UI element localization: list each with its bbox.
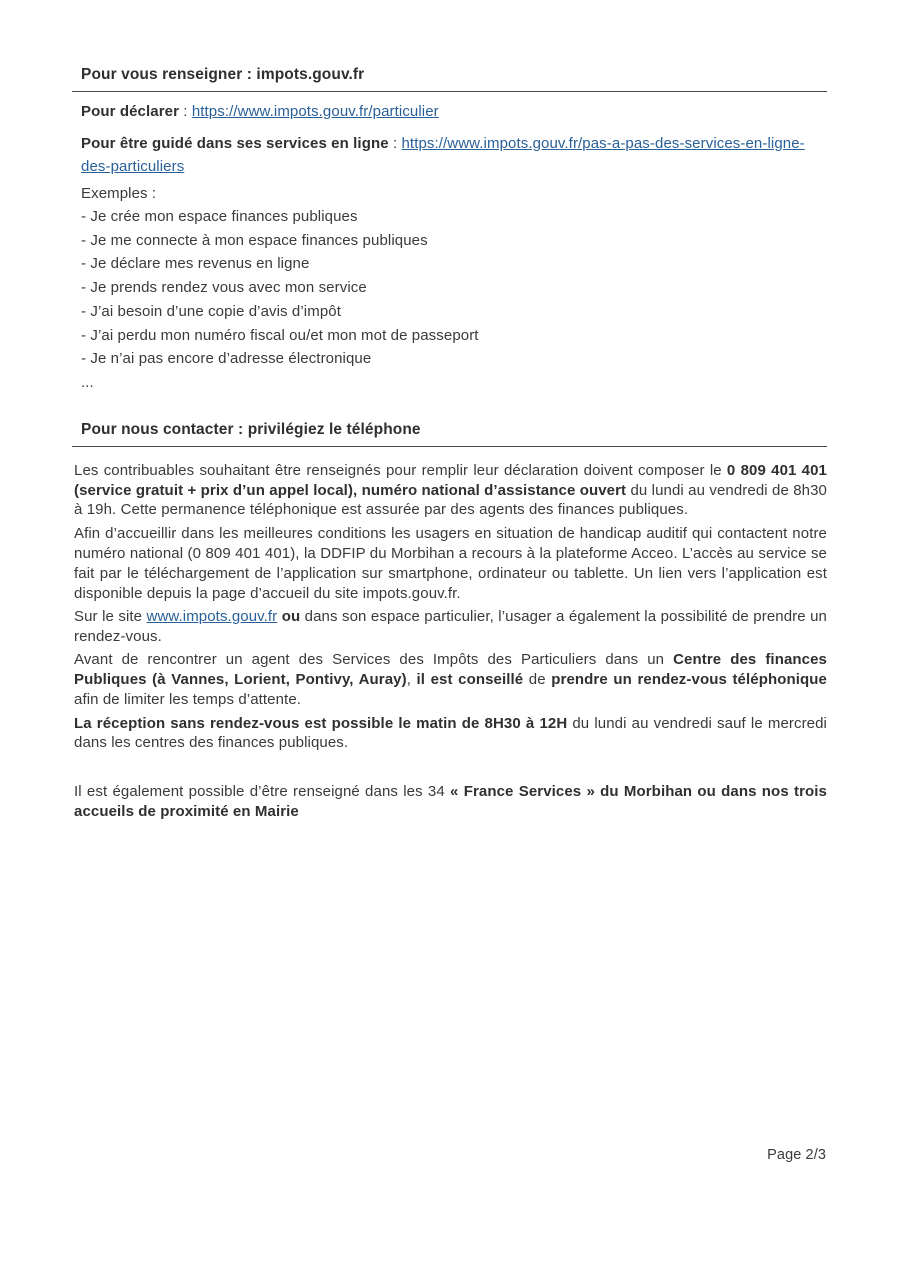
text-run: il est conseillé — [416, 671, 524, 689]
paragraph-rendez-vous-en-ligne — [72, 607, 827, 647]
text-run: La réception sans rendez-vous est possible le matin de 8H30 à 12H — [74, 714, 568, 732]
list-item: - Je n’ai pas encore d’adresse électronique — [81, 350, 372, 368]
text-run: Afin d’accueillir dans les meilleures conditions les usagers en situation de handicap auditif qui contactent notre numéro national (0 809 401 401), la DDFIP du Morbihan a recours à la plateforme Acceo. L’accès au service se fait par le téléchargement de l’application sur smartphone, ordinateur ou tablette. Un lien vers l’application est disponible depuis la page d’accueil du site impots.gouv.fr. — [74, 524, 827, 602]
text-run: prendre un rendez-vous téléphonique — [551, 671, 827, 689]
heading-renseigner: Pour vous renseigner : impots.gouv.fr — [72, 66, 827, 92]
paragraph-reception-sans-rdv — [72, 714, 827, 754]
hyperlink[interactable]: https://www.impots.gouv.fr/pas-a-pas-des-services-en-ligne-des-particuliers — [81, 134, 805, 175]
list-item: - Je me connecte à mon espace finances publiques — [81, 231, 428, 249]
hyperlink[interactable]: www.impots.gouv.fr — [146, 607, 278, 625]
text-run: : — [179, 103, 192, 120]
examples-list — [72, 205, 827, 395]
page-number: Page 2/3 — [767, 1147, 826, 1163]
paragraph-acceo — [72, 524, 827, 604]
text-run: afin de limiter les temps d’attente. — [74, 691, 302, 709]
text-run: de — [523, 671, 552, 689]
list-item: - Je déclare mes revenus en ligne — [81, 255, 310, 273]
hyperlink[interactable]: https://www.impots.gouv.fr/particulier — [191, 103, 439, 120]
text-run: Centre des finances Publiques (à Vannes, Lorient, Pontivy, Auray) — [74, 651, 827, 689]
text-run: Pour déclarer — [81, 103, 180, 120]
text-run: , — [406, 671, 417, 689]
paragraph-france-services — [72, 782, 827, 822]
examples-label: Exemples : — [81, 184, 157, 202]
line-declarer — [72, 100, 827, 124]
list-item: - J’ai besoin d’une copie d’avis d’impôt — [81, 302, 341, 320]
text-run: « France Services » du Morbihan ou dans nos trois accueils de proximité en Mairie — [74, 783, 827, 821]
line-guide — [72, 132, 827, 179]
section-contacter — [72, 421, 827, 823]
text-run: Sur le site — [74, 607, 147, 625]
text-run: dans son espace particulier, l’usager a également la possibilité de prendre un rendez-vous. — [74, 607, 827, 645]
list-item: - Je crée mon espace finances publiques — [81, 208, 358, 225]
text-run: Pour être guidé dans ses services en ligne — [81, 134, 389, 152]
paragraph-telephone-national — [72, 461, 827, 521]
list-item: - Je prends rendez vous avec mon service — [81, 279, 367, 297]
text-run: : — [388, 134, 402, 152]
text-run: 0 809 401 401 (service gratuit + prix d’un appel local), numéro national d’assistance ouvert — [74, 461, 827, 499]
text-run: Les contribuables souhaitant être renseignés pour remplir leur déclaration doivent composer le — [74, 461, 727, 479]
list-item: - J’ai perdu mon numéro fiscal ou/et mon mot de passeport — [81, 326, 479, 344]
text-run: du lundi au vendredi de 8h30 à 19h. Cette permanence téléphonique est assurée par des agents des finances publiques. — [74, 481, 827, 519]
text-run: Il est également possible d’être renseigné dans les 34 — [74, 783, 451, 801]
text-run: du lundi au vendredi sauf le mercredi dans les centres des finances publiques. — [74, 714, 827, 752]
paragraph-centres-finances — [72, 650, 827, 710]
text-run: Avant de rencontrer un agent des Services des Impôts des Particuliers dans un — [74, 651, 674, 669]
list-item: ... — [81, 373, 94, 391]
section-renseigner — [72, 66, 827, 395]
text-run: ou — [281, 607, 301, 625]
heading-contacter: Pour nous contacter : privilégiez le téléphone — [72, 421, 827, 447]
